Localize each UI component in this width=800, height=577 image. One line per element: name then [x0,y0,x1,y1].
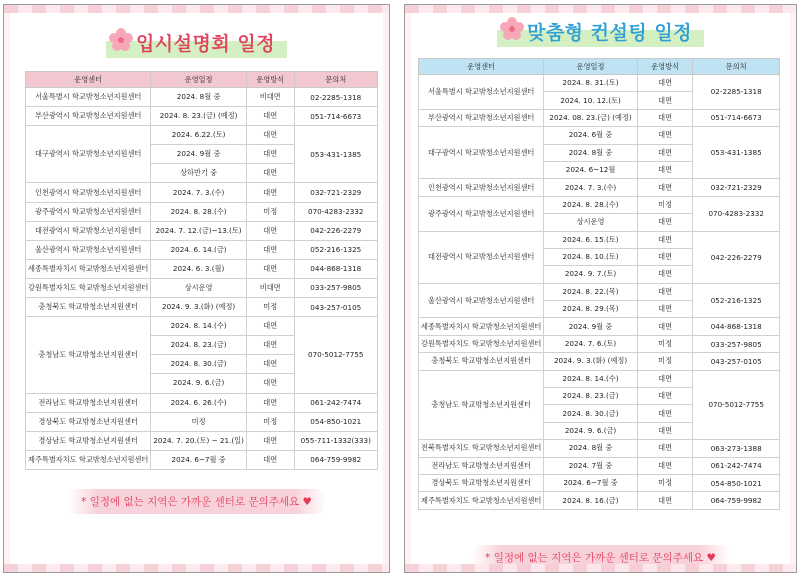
table-cell: 042-226-2279 [693,231,780,283]
table-cell: 비대면 [246,278,294,297]
table-cell: 충청남도 학교밖청소년지원센터 [419,370,544,440]
table-cell: 2024. 8. 23.(금) [151,336,247,355]
table-cell: 2024. 8월 중 [151,88,247,107]
table-cell: 063-273-1388 [693,440,780,457]
table-cell: 2024. 6월 중 [544,127,637,144]
table-cell: 2024. 8월 중 [544,440,637,457]
table-cell: 상시운영 [544,214,637,231]
table-cell: 2024. 7. 3.(수) [544,179,637,196]
table-row [26,393,378,412]
table-cell: 2024. 10. 12.(토) [544,92,637,109]
table-row [419,457,780,474]
table-cell: 2024. 6. 3.(월) [151,259,247,278]
table-cell: 051-714-6673 [693,109,780,126]
table-cell: 대전광역시 학교밖청소년지원센터 [26,221,151,240]
table-cell: 대면 [246,145,294,164]
table-cell: 전라남도 학교밖청소년지원센터 [26,393,151,412]
table-row [419,318,780,335]
table-cell: 상시운영 [151,278,247,297]
table-cell: 2024. 6.22.(토) [151,126,247,145]
table-cell: 2024. 6~12월 [544,161,637,178]
table-row [419,492,780,509]
table-cell: 충청북도 학교밖청소년지원센터 [26,298,151,317]
table-cell: 032-721-2329 [693,179,780,196]
table-cell: 054-850-1021 [693,474,780,491]
table-cell: 미정 [637,196,693,213]
right-title-wrap [405,16,796,47]
table-cell: 대구광역시 학교밖청소년지원센터 [419,127,544,179]
table-cell: 02-2285-1318 [294,88,377,107]
table-cell: 대면 [637,109,693,126]
table-cell: 대면 [246,164,294,183]
table-cell: 대면 [637,179,693,196]
table-cell: 경상북도 학교밖청소년지원센터 [419,474,544,491]
table-cell: 대면 [246,374,294,393]
header-method: 운영방식 [246,72,294,88]
table-cell: 대면 [637,231,693,248]
table-cell: 032-721-2329 [294,183,377,202]
right-title-banner [497,16,704,47]
table-cell: 070-4283-2332 [294,202,377,221]
table-row [26,278,378,297]
table-cell: 미정 [151,412,247,431]
table-cell: 미정 [637,335,693,352]
table-header-row [26,72,378,88]
table-cell: 대면 [637,214,693,231]
header-contact: 문의처 [693,59,780,75]
header-schedule: 운영일정 [544,59,637,75]
table-cell: 경상북도 학교밖청소년지원센터 [26,412,151,431]
table-cell: 대면 [637,440,693,457]
table-cell: 비대면 [246,88,294,107]
table-cell: 2024. 8. 14.(수) [151,317,247,336]
table-cell: 경상남도 학교밖청소년지원센터 [26,431,151,450]
table-cell: 2024. 8. 29.(목) [544,301,637,318]
table-cell: 대면 [637,388,693,405]
table-cell: 부산광역시 학교밖청소년지원센터 [419,109,544,126]
table-row [419,196,780,213]
table-row [26,221,378,240]
table-cell: 대면 [637,283,693,300]
table-cell: 052-216-1325 [693,283,780,318]
table-cell: 061-242-7474 [294,393,377,412]
table-cell: 대면 [637,301,693,318]
table-cell: 2024. 8. 30.(금) [544,405,637,422]
table-cell: 2024. 9. 7.(토) [544,266,637,283]
blossom-border-top [405,5,796,13]
table-cell: 전라남도 학교밖청소년지원센터 [419,457,544,474]
table-row [26,317,378,336]
consulting-schedule-table [418,58,780,510]
table-row [419,283,780,300]
table-row [419,370,780,387]
table-cell: 2024. 8. 22.(목) [544,283,637,300]
table-row [26,450,378,469]
left-notice: * 일정에 없는 지역은 가까운 센터로 문의주세요 ♥ [67,489,326,514]
table-cell: 2024. 6. 26.(수) [151,393,247,412]
table-cell: 강원특별자치도 학교밖청소년지원센터 [26,278,151,297]
table-cell: 충청북도 학교밖청소년지원센터 [419,353,544,370]
table-cell: 2024. 8. 23.(금) [544,388,637,405]
table-row [26,240,378,259]
table-cell: 대면 [637,75,693,92]
table-cell: 대면 [246,126,294,145]
table-cell: 2024. 6~7월 중 [544,474,637,491]
table-cell: 제주특별자치도 학교밖청소년지원센터 [26,450,151,469]
table-cell: 대면 [637,318,693,335]
table-cell: 2024. 8. 30.(금) [151,355,247,374]
table-cell: 미정 [637,474,693,491]
table-cell: 서울특별시 학교밖청소년지원센터 [419,75,544,110]
right-schedule-panel [404,4,797,573]
table-cell: 033-257-9805 [693,335,780,352]
table-cell: 미정 [246,412,294,431]
table-cell: 대면 [637,370,693,387]
table-cell: 대면 [246,431,294,450]
table-row [26,183,378,202]
table-cell: 070-5012-7755 [294,317,377,393]
header-contact: 문의처 [294,72,377,88]
table-cell: 대면 [246,107,294,126]
table-cell: 부산광역시 학교밖청소년지원센터 [26,107,151,126]
table-row [419,335,780,352]
right-page-title: 맞춤형 컨설팅 일정 [526,22,693,44]
table-cell: 세종특별자치시 학교밖청소년지원센터 [419,318,544,335]
table-cell: 052-216-1325 [294,240,377,259]
table-cell: 미정 [246,202,294,221]
table-cell: 충청남도 학교밖청소년지원센터 [26,317,151,393]
table-cell: 2024. 7. 3.(수) [151,183,247,202]
table-cell: 울산광역시 학교밖청소년지원센터 [419,283,544,318]
table-cell: 2024. 7월 중 [544,457,637,474]
table-cell: 대면 [246,336,294,355]
table-cell: 2024. 9. 3.(화) (예정) [544,353,637,370]
left-title-banner [106,27,287,58]
table-cell: 광주광역시 학교밖청소년지원센터 [26,202,151,221]
table-cell: 대면 [637,457,693,474]
table-cell: 대면 [246,259,294,278]
table-row [419,231,780,248]
table-cell: 2024. 9. 6.(금) [544,422,637,439]
table-cell: 064-759-9982 [294,450,377,469]
briefing-schedule-table [25,71,378,470]
table-cell: 02-2285-1318 [693,75,780,110]
table-row [419,353,780,370]
cherry-blossom-icon [108,27,134,53]
table-row [26,126,378,145]
blossom-border-bottom [405,564,796,572]
header-method: 운영방식 [637,59,693,75]
table-cell: 2024. 6. 15.(토) [544,231,637,248]
header-schedule: 운영일정 [151,72,247,88]
left-title-wrap [4,27,389,58]
table-row [26,259,378,278]
table-cell: 033-257-9805 [294,278,377,297]
table-cell: 대면 [637,248,693,265]
table-cell: 051-714-6673 [294,107,377,126]
table-row [419,75,780,92]
table-cell: 미정 [637,353,693,370]
table-cell: 서울특별시 학교밖청소년지원센터 [26,88,151,107]
table-cell: 053-431-1385 [693,127,780,179]
table-cell: 2024. 8. 14.(수) [544,370,637,387]
table-cell: 2024. 8. 28.(수) [151,202,247,221]
table-cell: 061-242-7474 [693,457,780,474]
table-cell: 070-5012-7755 [693,370,780,440]
table-cell: 대전광역시 학교밖청소년지원센터 [419,231,544,283]
table-cell: 대면 [637,144,693,161]
table-cell: 울산광역시 학교밖청소년지원센터 [26,240,151,259]
table-cell: 대면 [637,92,693,109]
table-cell: 대면 [637,492,693,509]
table-cell: 대면 [246,450,294,469]
table-header-row [419,59,780,75]
table-cell: 대면 [246,393,294,412]
table-row [26,412,378,431]
table-cell: 043-257-0105 [294,298,377,317]
table-cell: 2024. 9. 6.(금) [151,374,247,393]
table-cell: 인천광역시 학교밖청소년지원센터 [419,179,544,196]
table-cell: 대면 [246,183,294,202]
table-row [419,440,780,457]
table-row [26,88,378,107]
table-cell: 2024. 08. 23.(금) (예정) [544,109,637,126]
blossom-border-bottom [4,564,389,572]
table-row [419,179,780,196]
table-cell: 인천광역시 학교밖청소년지원센터 [26,183,151,202]
table-cell: 043-257-0105 [693,353,780,370]
table-cell: 2024. 7. 20.(토) ~ 21.(일) [151,431,247,450]
table-cell: 2024. 9. 3.(화) (예정) [151,298,247,317]
table-cell: 2024. 9월 중 [544,318,637,335]
table-cell: 전북특별자치도 학교밖청소년지원센터 [419,440,544,457]
table-cell: 2024. 6~7월 중 [151,450,247,469]
table-row [419,109,780,126]
table-cell: 2024. 8. 10.(토) [544,248,637,265]
table-cell: 070-4283-2332 [693,196,780,231]
table-cell: 대면 [637,127,693,144]
table-cell: 대면 [246,355,294,374]
table-cell: 2024. 9월 중 [151,145,247,164]
left-page-title: 입시설명회 일정 [135,33,276,55]
table-cell: 상하반기 중 [151,164,247,183]
table-cell: 2024. 6. 14.(금) [151,240,247,259]
table-row [26,431,378,450]
table-cell: 제주특별자치도 학교밖청소년지원센터 [419,492,544,509]
table-row [26,202,378,221]
table-cell: 064-759-9982 [693,492,780,509]
table-cell: 대면 [637,161,693,178]
left-schedule-panel [3,4,390,573]
header-center: 운영센터 [26,72,151,88]
table-cell: 광주광역시 학교밖청소년지원센터 [419,196,544,231]
table-cell: 2024. 8. 28.(수) [544,196,637,213]
right-notice: * 일정에 없는 지역은 가까운 센터로 문의주세요 ♥ [471,545,730,570]
table-cell: 대면 [637,422,693,439]
left-notice-wrap [4,489,389,514]
table-cell: 042-226-2279 [294,221,377,240]
table-cell: 대면 [246,221,294,240]
table-cell: 055-711-1332(333) [294,431,377,450]
table-cell: 대면 [246,317,294,336]
table-cell: 세종특별자치시 학교밖청소년지원센터 [26,259,151,278]
cherry-blossom-icon [499,16,525,42]
table-row [419,474,780,491]
table-cell: 대구광역시 학교밖청소년지원센터 [26,126,151,183]
table-cell: 강원특별자치도 학교밖청소년지원센터 [419,335,544,352]
table-cell: 2024. 8. 16.(금) [544,492,637,509]
table-cell: 2024. 8. 23.(금) (예정) [151,107,247,126]
table-row [26,298,378,317]
table-cell: 대면 [637,405,693,422]
table-cell: 2024. 8월 중 [544,144,637,161]
table-cell: 044-868-1318 [693,318,780,335]
table-cell: 대면 [637,266,693,283]
table-row [26,107,378,126]
table-cell: 2024. 8. 31.(토) [544,75,637,92]
table-cell: 2024. 7. 12.(금)~13.(토) [151,221,247,240]
table-cell: 미정 [246,298,294,317]
table-cell: 054-850-1021 [294,412,377,431]
table-cell: 대면 [246,240,294,259]
table-cell: 044-868-1318 [294,259,377,278]
table-cell: 2024. 7. 6.(토) [544,335,637,352]
table-cell: 053-431-1385 [294,126,377,183]
blossom-border-top [4,5,389,13]
header-center: 운영센터 [419,59,544,75]
table-row [419,127,780,144]
